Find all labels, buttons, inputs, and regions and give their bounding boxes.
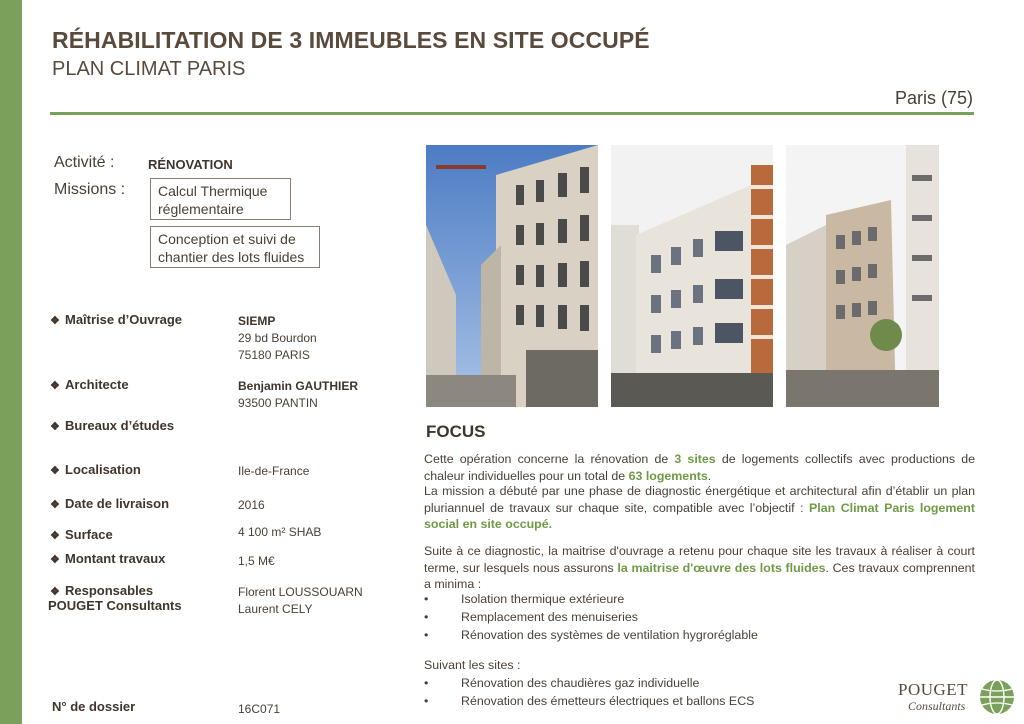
mission-line: Conception et suivi de xyxy=(158,231,296,247)
bullet-item: • Rénovation des chaudières gaz individuelle xyxy=(424,676,700,690)
field-architecte xyxy=(50,377,129,392)
localisation-value: Ile-de-France xyxy=(238,464,310,478)
mission-box-fluids xyxy=(150,226,320,268)
mission-line: réglementaire xyxy=(158,201,244,217)
field-label: Date de livraison xyxy=(65,496,170,511)
field-responsables xyxy=(50,583,182,613)
bullet-text: Isolation thermique extérieure xyxy=(461,592,625,606)
maitrise-ouvrage-value xyxy=(238,313,317,364)
pouget-logo xyxy=(898,678,1018,718)
mo-city: 75180 PARIS xyxy=(238,348,310,362)
diamond-bullet-icon: ❖ xyxy=(50,465,60,477)
focus-title: FOCUS xyxy=(426,422,486,441)
bullet-text: Rénovation des systèmes de ventilation hygroréglable xyxy=(461,628,758,642)
text-run: . xyxy=(707,468,712,483)
diamond-bullet-icon: ❖ xyxy=(50,315,60,327)
diamond-bullet-icon: ❖ xyxy=(50,530,60,542)
bullet-text: Remplacement des menuiseries xyxy=(461,610,638,624)
missions-label: Missions : xyxy=(54,181,126,198)
field-label: Montant travaux xyxy=(65,551,166,566)
field-date-livraison xyxy=(50,496,169,511)
field-label: Architecte xyxy=(65,377,129,392)
page-subtitle: PLAN CLIMAT PARIS xyxy=(52,58,246,80)
text-run: de logements collectifs avec productions de chaleur individuelles pour un total de xyxy=(424,452,975,483)
field-label: Surface xyxy=(65,527,113,542)
field-localisation xyxy=(50,462,141,477)
responsables-value xyxy=(238,584,363,618)
bullet-text: Rénovation des émetteurs électriques et ballons ECS xyxy=(461,694,755,708)
mo-address: 29 bd Bourdon xyxy=(238,331,317,345)
field-maitrise-ouvrage xyxy=(50,312,182,327)
bullet-item: • Rénovation des émetteurs électriques et ballons ECS xyxy=(424,694,755,708)
globe-icon xyxy=(978,678,1016,716)
mo-name: SIEMP xyxy=(238,314,276,328)
focus-paragraph-1 xyxy=(424,451,975,484)
bullet-item: • Isolation thermique extérieure xyxy=(424,592,625,606)
project-location: Paris (75) xyxy=(894,88,973,108)
responsable-1: Florent LOUSSOUARN xyxy=(238,585,363,599)
focus-paragraph-3 xyxy=(424,543,975,593)
diamond-bullet-icon: ❖ xyxy=(50,554,60,566)
architecte-value xyxy=(238,378,358,412)
field-label: Maîtrise d’Ouvrage xyxy=(65,312,183,327)
field-label: Bureaux d’études xyxy=(65,418,175,433)
field-bureaux-etudes xyxy=(50,418,174,433)
mission-line: Calcul Thermique xyxy=(158,183,268,199)
diamond-bullet-icon: ❖ xyxy=(50,421,60,433)
date-livraison-value: 2016 xyxy=(238,498,265,512)
field-dossier: N° de dossier xyxy=(52,699,136,714)
green-sidebar xyxy=(0,0,22,724)
mission-box-thermal xyxy=(150,178,291,220)
field-label: Localisation xyxy=(65,462,141,477)
field-label-company: POUGET Consultants xyxy=(48,598,182,613)
logo-subtitle: Consultants xyxy=(908,699,966,713)
building-photo-2 xyxy=(611,145,773,407)
architect-city: 93500 PANTIN xyxy=(238,396,318,410)
page-title: RÉHABILITATION DE 3 IMMEUBLES EN SITE OCCUPÉ xyxy=(52,27,650,53)
focus-paragraph-2 xyxy=(424,483,975,533)
field-montant-travaux xyxy=(50,551,165,566)
architect-name: Benjamin GAUTHIER xyxy=(238,379,359,393)
text-run: Suite à ce diagnostic, la maitrise d'ouvrage a retenu pour chaque site les travaux à réaliser à court terme, sur lesquels nous assurons xyxy=(424,544,975,575)
sites-intro: Suivant les sites : xyxy=(424,658,521,672)
bullet-item: • Rénovation des systèmes de ventilation hygroréglable xyxy=(424,628,758,642)
highlight-objective: Plan Climat Paris logement social en site occupé. xyxy=(424,500,975,531)
building-photo-3 xyxy=(786,145,939,407)
text-run: La mission a débuté par une phase de diagnostic énergétique et architectural afin d’établir un plan pluriannuel de travaux sur chaque site, compatible avec l’objectif : xyxy=(424,484,975,515)
mission-line: chantier des lots fluides xyxy=(158,249,305,265)
surface-value: 4 100 m² SHAB xyxy=(238,525,322,539)
montant-travaux-value: 1,5 M€ xyxy=(238,554,275,568)
building-photo-1 xyxy=(426,145,598,407)
text-run: . Ces travaux comprennent a minima : xyxy=(424,560,975,591)
header-divider xyxy=(50,112,974,115)
diamond-bullet-icon: ❖ xyxy=(50,499,60,511)
highlight-logements: 63 logements xyxy=(628,468,708,483)
text-run: Cette opération concerne la rénovation de xyxy=(424,452,675,466)
field-label: Responsables xyxy=(65,583,154,598)
diamond-bullet-icon: ❖ xyxy=(50,586,60,598)
activity-label: Activité : xyxy=(54,154,115,171)
logo-name: POUGET xyxy=(898,680,969,699)
bullet-item: • Remplacement des menuiseries xyxy=(424,610,638,624)
bullet-text: Rénovation des chaudières gaz individuelle xyxy=(461,676,700,690)
field-surface xyxy=(50,527,113,542)
activity-value: RÉNOVATION xyxy=(148,157,233,172)
responsable-2: Laurent CELY xyxy=(238,602,313,616)
highlight-sites: 3 sites xyxy=(674,452,716,466)
diamond-bullet-icon: ❖ xyxy=(50,380,60,392)
dossier-value: 16C071 xyxy=(238,702,281,716)
highlight-moe: la maitrise d'œuvre des lots fluides xyxy=(617,560,826,575)
